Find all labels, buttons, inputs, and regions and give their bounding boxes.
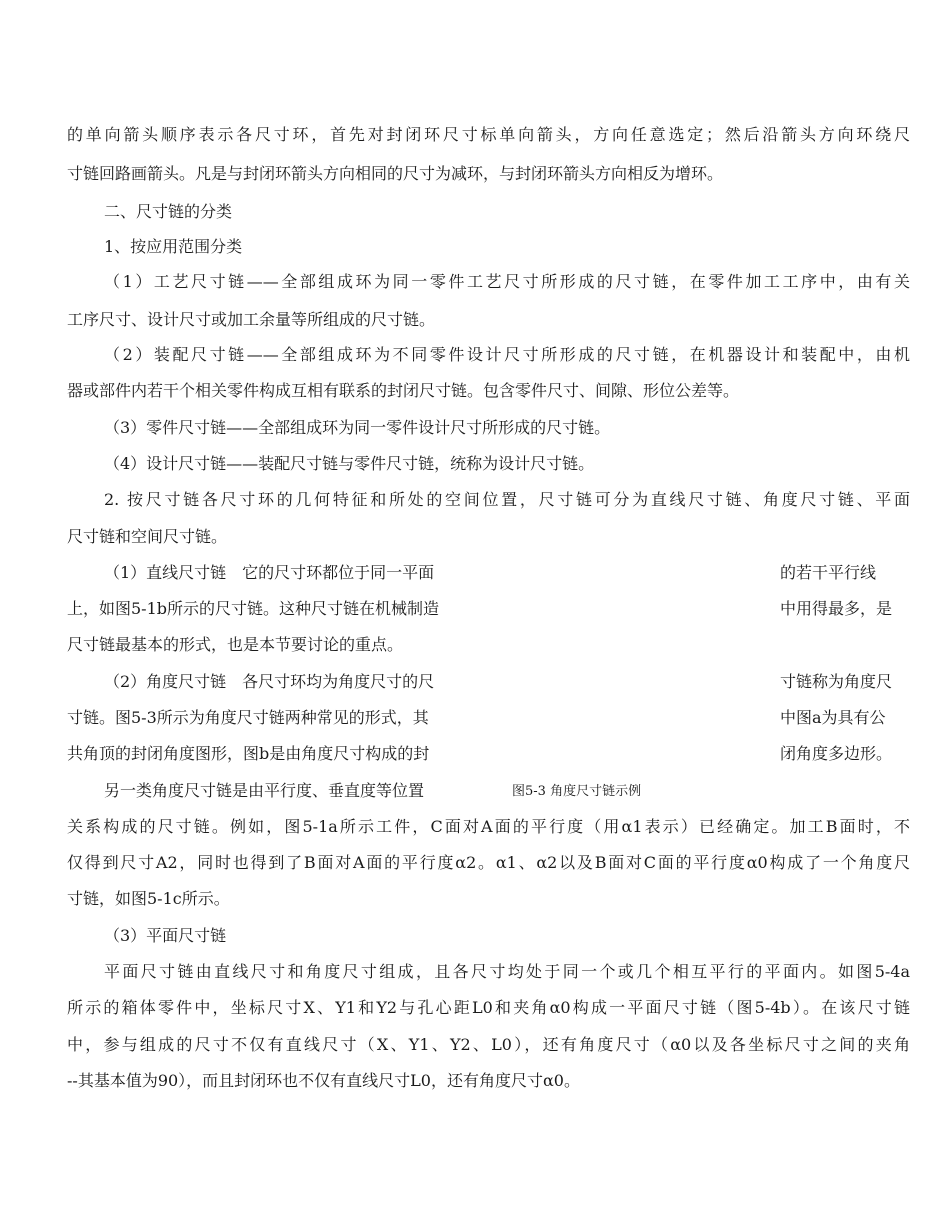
paragraph-line: 共角顶的封闭角度图形，图b是由角度尺寸构成的封: [67, 744, 430, 763]
paragraph-line: 工序尺寸、设计尺寸或加工余量等所组成的尺寸链。: [67, 310, 436, 329]
paragraph-line-right: 中用得最多，是: [780, 599, 893, 618]
paragraph-line: 仅得到尺寸A2，同时也得到了B面对A面的平行度α2。α1、α2以及B面对C面的平行度α0构成了一个角度尺: [67, 853, 910, 872]
paragraph-line: 器或部件内若干个相关零件构成互相有联系的封闭尺寸链。包含零件尺寸、间隙、形位公差等。: [67, 381, 740, 400]
paragraph-line: 中，参与组成的尺寸不仅有直线尺寸（X、Y1、Y2、L0），还有角度尺寸（α0以及各坐标尺寸之间的夹角: [67, 1035, 910, 1054]
paragraph-line: （3）零件尺寸链——全部组成环为同一零件设计尺寸所形成的尺寸链。: [104, 418, 611, 437]
paragraph-line: 上，如图5-1b所示的尺寸链。这种尺寸链在机械制造: [67, 599, 440, 618]
paragraph-line: 2. 按尺寸链各尺寸环的几何特征和所处的空间位置，尺寸链可分为直线尺寸链、角度尺寸链、平面: [104, 490, 910, 509]
paragraph-line: 所示的箱体零件中，坐标尺寸X、Y1和Y2与孔心距L0和夹角α0构成一平面尺寸链（图5-4b）。在该尺寸链: [67, 998, 910, 1017]
paragraph-line-right: 中图a为具有公: [780, 708, 886, 727]
paragraph-line: 平面尺寸链由直线尺寸和角度尺寸组成，且各尺寸均处于同一个或几个相互平行的平面内。如图5-4a: [104, 962, 910, 981]
paragraph-line: （1）工艺尺寸链——全部组成环为同一零件工艺尺寸所形成的尺寸链，在零件加工工序中，由有关: [104, 272, 910, 291]
paragraph-line: （2）角度尺寸链 各尺寸环均为角度尺寸的尺: [104, 672, 435, 691]
section-heading: 二、尺寸链的分类: [104, 202, 233, 221]
paragraph-line: 的单向箭头顺序表示各尺寸环，首先对封闭环尺寸标单向箭头，方向任意选定；然后沿箭头方向环绕尺: [67, 125, 910, 144]
paragraph-line: （4）设计尺寸链——装配尺寸链与零件尺寸链，统称为设计尺寸链。: [104, 454, 595, 473]
paragraph-line: 关系构成的尺寸链。例如，图5-1a所示工件，C面对A面的平行度（用α1表示）已经确定。加工B面时，不: [67, 817, 910, 836]
paragraph-line-right: 的若干平行线: [780, 563, 877, 582]
subsection-heading: 1、按应用范围分类: [104, 237, 243, 256]
paragraph-line: --其基本值为90），而且封闭环也不仅有直线尺寸L0，还有角度尺寸α0。: [67, 1071, 580, 1090]
subsection-heading: （3）平面尺寸链: [104, 926, 227, 945]
paragraph-line: 寸链。图5-3所示为角度尺寸链两种常见的形式，其: [67, 708, 429, 727]
paragraph-line: （1）直线尺寸链 它的尺寸环都位于同一平面: [104, 563, 435, 582]
paragraph-line-right: 闭角度多边形。: [780, 744, 893, 763]
paragraph-line: 寸链，如图5-1c所示。: [67, 889, 230, 908]
figure-caption: 图5-3 角度尺寸链示例: [512, 784, 642, 799]
paragraph-line-right: 寸链称为角度尺: [780, 672, 893, 691]
paragraph-line: 寸链回路画箭头。凡是与封闭环箭头方向相同的尺寸为减环，与封闭环箭头方向相反为增环。: [67, 164, 724, 183]
paragraph-line: （2）装配尺寸链——全部组成环为不同零件设计尺寸所形成的尺寸链，在机器设计和装配中，由机: [104, 345, 910, 364]
paragraph-line: 尺寸链和空间尺寸链。: [67, 527, 228, 546]
paragraph-line: 另一类角度尺寸链是由平行度、垂直度等位置: [104, 781, 425, 800]
paragraph-line: 尺寸链最基本的形式，也是本节要讨论的重点。: [67, 635, 404, 654]
